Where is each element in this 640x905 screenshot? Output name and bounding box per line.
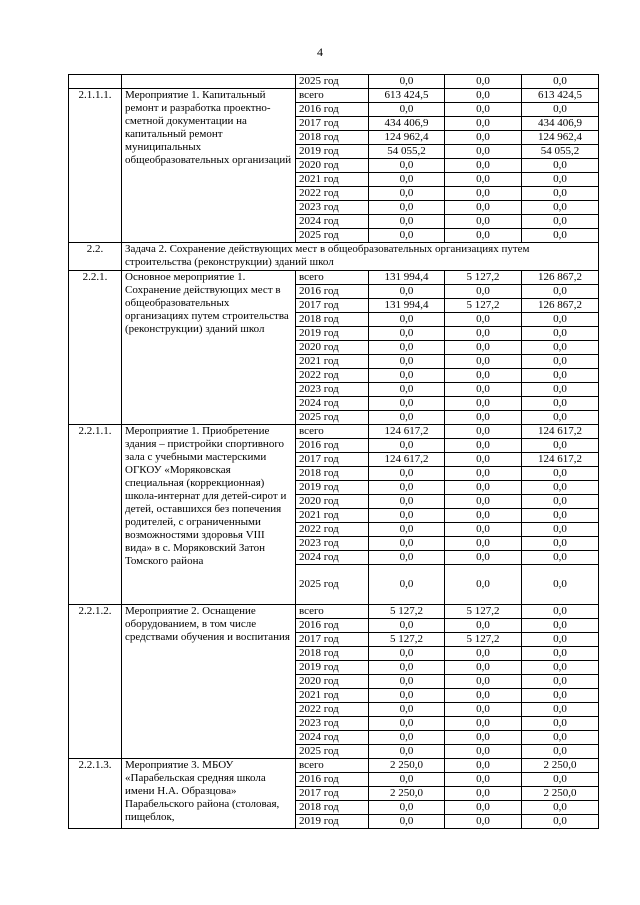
regional-value-cell: 0,0 xyxy=(522,75,599,89)
federal-value-cell: 0,0 xyxy=(445,425,522,439)
total-value-cell: 0,0 xyxy=(369,215,445,229)
year-cell: 2016 год xyxy=(296,773,369,787)
total-value-cell: 0,0 xyxy=(369,355,445,369)
measure-name: Основное мероприятие 1. Сохранение действующих мест в общеобразовательных организациях путем строительства (реконструкции) зданий школ xyxy=(122,271,296,425)
federal-value-cell: 0,0 xyxy=(445,509,522,523)
year-cell: 2022 год xyxy=(296,369,369,383)
federal-value-cell: 0,0 xyxy=(445,565,522,605)
regional-value-cell: 0,0 xyxy=(522,327,599,341)
year-cell: 2023 год xyxy=(296,537,369,551)
total-value-cell: 0,0 xyxy=(369,467,445,481)
total-value-cell: 0,0 xyxy=(369,383,445,397)
total-value-cell: 0,0 xyxy=(369,341,445,355)
regional-value-cell: 124 617,2 xyxy=(522,453,599,467)
federal-value-cell: 0,0 xyxy=(445,815,522,829)
table-row xyxy=(69,605,599,619)
year-cell: 2023 год xyxy=(296,201,369,215)
year-cell: 2025 год xyxy=(296,229,369,243)
total-value-cell: 0,0 xyxy=(369,229,445,243)
regional-value-cell: 0,0 xyxy=(522,689,599,703)
total-value-cell: 0,0 xyxy=(369,537,445,551)
federal-value-cell: 0,0 xyxy=(445,215,522,229)
total-value-cell: 2 250,0 xyxy=(369,759,445,773)
table-row xyxy=(69,271,599,285)
table-row xyxy=(69,89,599,103)
regional-value-cell: 0,0 xyxy=(522,103,599,117)
year-cell: 2019 год xyxy=(296,145,369,159)
regional-value-cell: 0,0 xyxy=(522,773,599,787)
year-cell: 2020 год xyxy=(296,341,369,355)
total-value-cell: 0,0 xyxy=(369,159,445,173)
regional-value-cell: 0,0 xyxy=(522,605,599,619)
federal-value-cell: 0,0 xyxy=(445,551,522,565)
regional-value-cell: 0,0 xyxy=(522,229,599,243)
total-value-cell: 131 994,4 xyxy=(369,271,445,285)
total-value-cell: 0,0 xyxy=(369,619,445,633)
total-value-cell: 0,0 xyxy=(369,509,445,523)
year-cell: 2021 год xyxy=(296,689,369,703)
regional-value-cell: 0,0 xyxy=(522,201,599,215)
federal-value-cell: 0,0 xyxy=(445,787,522,801)
year-cell: 2020 год xyxy=(296,495,369,509)
total-value-cell: 0,0 xyxy=(369,745,445,759)
year-cell: 2024 год xyxy=(296,731,369,745)
total-value-cell: 0,0 xyxy=(369,397,445,411)
regional-value-cell: 434 406,9 xyxy=(522,117,599,131)
federal-value-cell: 5 127,2 xyxy=(445,271,522,285)
regional-value-cell: 0,0 xyxy=(522,731,599,745)
federal-value-cell: 0,0 xyxy=(445,411,522,425)
total-value-cell: 0,0 xyxy=(369,661,445,675)
regional-value-cell: 126 867,2 xyxy=(522,299,599,313)
federal-value-cell: 0,0 xyxy=(445,103,522,117)
total-value-cell: 5 127,2 xyxy=(369,605,445,619)
year-cell: всего xyxy=(296,271,369,285)
regional-value-cell: 0,0 xyxy=(522,745,599,759)
federal-value-cell: 0,0 xyxy=(445,773,522,787)
regional-value-cell: 126 867,2 xyxy=(522,271,599,285)
total-value-cell: 0,0 xyxy=(369,647,445,661)
regional-value-cell: 0,0 xyxy=(522,717,599,731)
year-cell: 2022 год xyxy=(296,703,369,717)
year-cell: 2021 год xyxy=(296,355,369,369)
year-cell: 2016 год xyxy=(296,439,369,453)
year-cell: 2025 год xyxy=(296,565,369,605)
federal-value-cell: 0,0 xyxy=(445,523,522,537)
federal-value-cell: 0,0 xyxy=(445,495,522,509)
regional-value-cell: 0,0 xyxy=(522,285,599,299)
year-cell: всего xyxy=(296,425,369,439)
regional-value-cell: 0,0 xyxy=(522,523,599,537)
federal-value-cell: 0,0 xyxy=(445,173,522,187)
total-value-cell: 0,0 xyxy=(369,717,445,731)
regional-value-cell: 0,0 xyxy=(522,565,599,605)
federal-value-cell: 0,0 xyxy=(445,759,522,773)
year-cell: 2021 год xyxy=(296,173,369,187)
program-measures-table xyxy=(68,74,599,829)
total-value-cell: 5 127,2 xyxy=(369,633,445,647)
year-cell: всего xyxy=(296,759,369,773)
federal-value-cell: 0,0 xyxy=(445,439,522,453)
regional-value-cell: 0,0 xyxy=(522,397,599,411)
regional-value-cell: 0,0 xyxy=(522,815,599,829)
regional-value-cell: 0,0 xyxy=(522,661,599,675)
total-value-cell: 0,0 xyxy=(369,675,445,689)
federal-value-cell: 0,0 xyxy=(445,661,522,675)
total-value-cell: 0,0 xyxy=(369,173,445,187)
total-value-cell: 0,0 xyxy=(369,411,445,425)
total-value-cell: 0,0 xyxy=(369,187,445,201)
federal-value-cell: 0,0 xyxy=(445,369,522,383)
regional-value-cell: 613 424,5 xyxy=(522,89,599,103)
year-cell: 2019 год xyxy=(296,815,369,829)
regional-value-cell: 0,0 xyxy=(522,619,599,633)
year-cell: 2018 год xyxy=(296,467,369,481)
task-row xyxy=(69,243,599,271)
federal-value-cell: 0,0 xyxy=(445,397,522,411)
year-cell: 2024 год xyxy=(296,215,369,229)
total-value-cell: 0,0 xyxy=(369,285,445,299)
federal-value-cell: 0,0 xyxy=(445,731,522,745)
regional-value-cell: 0,0 xyxy=(522,537,599,551)
table-row xyxy=(69,759,599,773)
year-cell: 2020 год xyxy=(296,159,369,173)
year-cell: 2018 год xyxy=(296,131,369,145)
federal-value-cell: 0,0 xyxy=(445,675,522,689)
total-value-cell: 0,0 xyxy=(369,801,445,815)
regional-value-cell: 0,0 xyxy=(522,383,599,397)
total-value-cell: 0,0 xyxy=(369,495,445,509)
total-value-cell: 0,0 xyxy=(369,103,445,117)
federal-value-cell: 0,0 xyxy=(445,201,522,215)
year-cell: 2017 год xyxy=(296,453,369,467)
federal-value-cell: 0,0 xyxy=(445,453,522,467)
total-value-cell: 2 250,0 xyxy=(369,787,445,801)
regional-value-cell: 0,0 xyxy=(522,509,599,523)
total-value-cell: 124 617,2 xyxy=(369,425,445,439)
federal-value-cell: 0,0 xyxy=(445,75,522,89)
total-value-cell: 0,0 xyxy=(369,313,445,327)
regional-value-cell: 0,0 xyxy=(522,341,599,355)
year-cell: 2017 год xyxy=(296,117,369,131)
total-value-cell: 0,0 xyxy=(369,201,445,215)
regional-value-cell: 2 250,0 xyxy=(522,759,599,773)
federal-value-cell: 0,0 xyxy=(445,187,522,201)
regional-value-cell: 54 055,2 xyxy=(522,145,599,159)
total-value-cell: 0,0 xyxy=(369,523,445,537)
table-body xyxy=(69,75,599,829)
federal-value-cell: 0,0 xyxy=(445,801,522,815)
measure-code: 2.1.1.1. xyxy=(69,89,122,243)
federal-value-cell: 0,0 xyxy=(445,145,522,159)
federal-value-cell: 0,0 xyxy=(445,131,522,145)
year-cell: 2017 год xyxy=(296,633,369,647)
regional-value-cell: 2 250,0 xyxy=(522,787,599,801)
federal-value-cell: 0,0 xyxy=(445,313,522,327)
federal-value-cell: 0,0 xyxy=(445,327,522,341)
regional-value-cell: 124 617,2 xyxy=(522,425,599,439)
federal-value-cell: 0,0 xyxy=(445,745,522,759)
total-value-cell: 0,0 xyxy=(369,75,445,89)
task-code: 2.2. xyxy=(69,243,122,271)
measure-name: Мероприятие 1. Приобретение здания – пристройки спортивного зала с учебными мастерскими ОГКОУ «Моряковская специальная (коррекционная) школа-интернат для детей-сирот и детей, оставшихся без попечения родителей, с ограниченными возможностями здоровья VIII вида» в с. Моряковский Затон Томского района xyxy=(122,425,296,605)
measure-name: Мероприятие 1. Капитальный ремонт и разработка проектно-сметной документации на капитальный ремонт муниципальных общеобразовательных организаций xyxy=(122,89,296,243)
total-value-cell: 0,0 xyxy=(369,481,445,495)
year-cell: 2016 год xyxy=(296,103,369,117)
total-value-cell: 54 055,2 xyxy=(369,145,445,159)
regional-value-cell: 0,0 xyxy=(522,159,599,173)
regional-value-cell: 0,0 xyxy=(522,467,599,481)
regional-value-cell: 0,0 xyxy=(522,801,599,815)
federal-value-cell: 0,0 xyxy=(445,383,522,397)
year-cell: 2025 год xyxy=(296,411,369,425)
federal-value-cell: 5 127,2 xyxy=(445,605,522,619)
year-cell: 2024 год xyxy=(296,551,369,565)
federal-value-cell: 0,0 xyxy=(445,229,522,243)
year-cell: всего xyxy=(296,605,369,619)
regional-value-cell: 0,0 xyxy=(522,675,599,689)
regional-value-cell: 0,0 xyxy=(522,173,599,187)
year-cell: 2017 год xyxy=(296,299,369,313)
federal-value-cell: 0,0 xyxy=(445,689,522,703)
total-value-cell: 0,0 xyxy=(369,551,445,565)
regional-value-cell: 0,0 xyxy=(522,215,599,229)
total-value-cell: 124 617,2 xyxy=(369,453,445,467)
year-cell: всего xyxy=(296,89,369,103)
year-cell: 2022 год xyxy=(296,187,369,201)
measure-code: 2.2.1.3. xyxy=(69,759,122,829)
federal-value-cell: 0,0 xyxy=(445,537,522,551)
regional-value-cell: 0,0 xyxy=(522,369,599,383)
year-cell: 2024 год xyxy=(296,397,369,411)
year-cell: 2016 год xyxy=(296,619,369,633)
total-value-cell: 0,0 xyxy=(369,731,445,745)
year-cell: 2016 год xyxy=(296,285,369,299)
measure-code: 2.2.1.1. xyxy=(69,425,122,605)
total-value-cell: 0,0 xyxy=(369,689,445,703)
federal-value-cell: 0,0 xyxy=(445,117,522,131)
total-value-cell: 0,0 xyxy=(369,703,445,717)
federal-value-cell: 0,0 xyxy=(445,619,522,633)
regional-value-cell: 124 962,4 xyxy=(522,131,599,145)
total-value-cell: 131 994,4 xyxy=(369,299,445,313)
federal-value-cell: 0,0 xyxy=(445,717,522,731)
year-cell: 2023 год xyxy=(296,383,369,397)
total-value-cell: 0,0 xyxy=(369,327,445,341)
year-cell: 2019 год xyxy=(296,481,369,495)
federal-value-cell: 0,0 xyxy=(445,355,522,369)
federal-value-cell: 0,0 xyxy=(445,481,522,495)
federal-value-cell: 0,0 xyxy=(445,159,522,173)
year-cell: 2023 год xyxy=(296,717,369,731)
year-cell: 2021 год xyxy=(296,509,369,523)
total-value-cell: 124 962,4 xyxy=(369,131,445,145)
table-row xyxy=(69,425,599,439)
year-cell: 2018 год xyxy=(296,801,369,815)
regional-value-cell: 0,0 xyxy=(522,355,599,369)
page-number: 4 xyxy=(317,45,323,59)
regional-value-cell: 0,0 xyxy=(522,703,599,717)
regional-value-cell: 0,0 xyxy=(522,313,599,327)
year-cell: 2018 год xyxy=(296,647,369,661)
task-title: Задача 2. Сохранение действующих мест в общеобразовательных организациях путем строительства (реконструкции) зданий школ xyxy=(122,243,599,271)
federal-value-cell: 0,0 xyxy=(445,285,522,299)
year-cell: 2017 год xyxy=(296,787,369,801)
federal-value-cell: 0,0 xyxy=(445,341,522,355)
measure-name xyxy=(122,75,296,89)
table-row xyxy=(69,75,599,89)
federal-value-cell: 5 127,2 xyxy=(445,299,522,313)
measure-code xyxy=(69,75,122,89)
measure-name: Мероприятие 3. МБОУ «Парабельская средняя школа имени Н.А. Образцова» Парабельского района (столовая, пищеблок, xyxy=(122,759,296,829)
measure-code: 2.2.1.2. xyxy=(69,605,122,759)
total-value-cell: 0,0 xyxy=(369,565,445,605)
total-value-cell: 0,0 xyxy=(369,773,445,787)
year-cell: 2022 год xyxy=(296,523,369,537)
regional-value-cell: 0,0 xyxy=(522,187,599,201)
federal-value-cell: 0,0 xyxy=(445,467,522,481)
regional-value-cell: 0,0 xyxy=(522,439,599,453)
total-value-cell: 434 406,9 xyxy=(369,117,445,131)
year-cell: 2020 год xyxy=(296,675,369,689)
measure-name: Мероприятие 2. Оснащение оборудованием, в том числе средствами обучения и воспитания xyxy=(122,605,296,759)
total-value-cell: 0,0 xyxy=(369,439,445,453)
regional-value-cell: 0,0 xyxy=(522,481,599,495)
year-cell: 2019 год xyxy=(296,661,369,675)
regional-value-cell: 0,0 xyxy=(522,411,599,425)
regional-value-cell: 0,0 xyxy=(522,647,599,661)
federal-value-cell: 0,0 xyxy=(445,647,522,661)
year-cell: 2019 год xyxy=(296,327,369,341)
measure-code: 2.2.1. xyxy=(69,271,122,425)
regional-value-cell: 0,0 xyxy=(522,551,599,565)
total-value-cell: 0,0 xyxy=(369,815,445,829)
federal-value-cell: 0,0 xyxy=(445,703,522,717)
regional-value-cell: 0,0 xyxy=(522,633,599,647)
total-value-cell: 613 424,5 xyxy=(369,89,445,103)
year-cell: 2025 год xyxy=(296,75,369,89)
federal-value-cell: 0,0 xyxy=(445,89,522,103)
total-value-cell: 0,0 xyxy=(369,369,445,383)
year-cell: 2025 год xyxy=(296,745,369,759)
regional-value-cell: 0,0 xyxy=(522,495,599,509)
federal-value-cell: 5 127,2 xyxy=(445,633,522,647)
year-cell: 2018 год xyxy=(296,313,369,327)
